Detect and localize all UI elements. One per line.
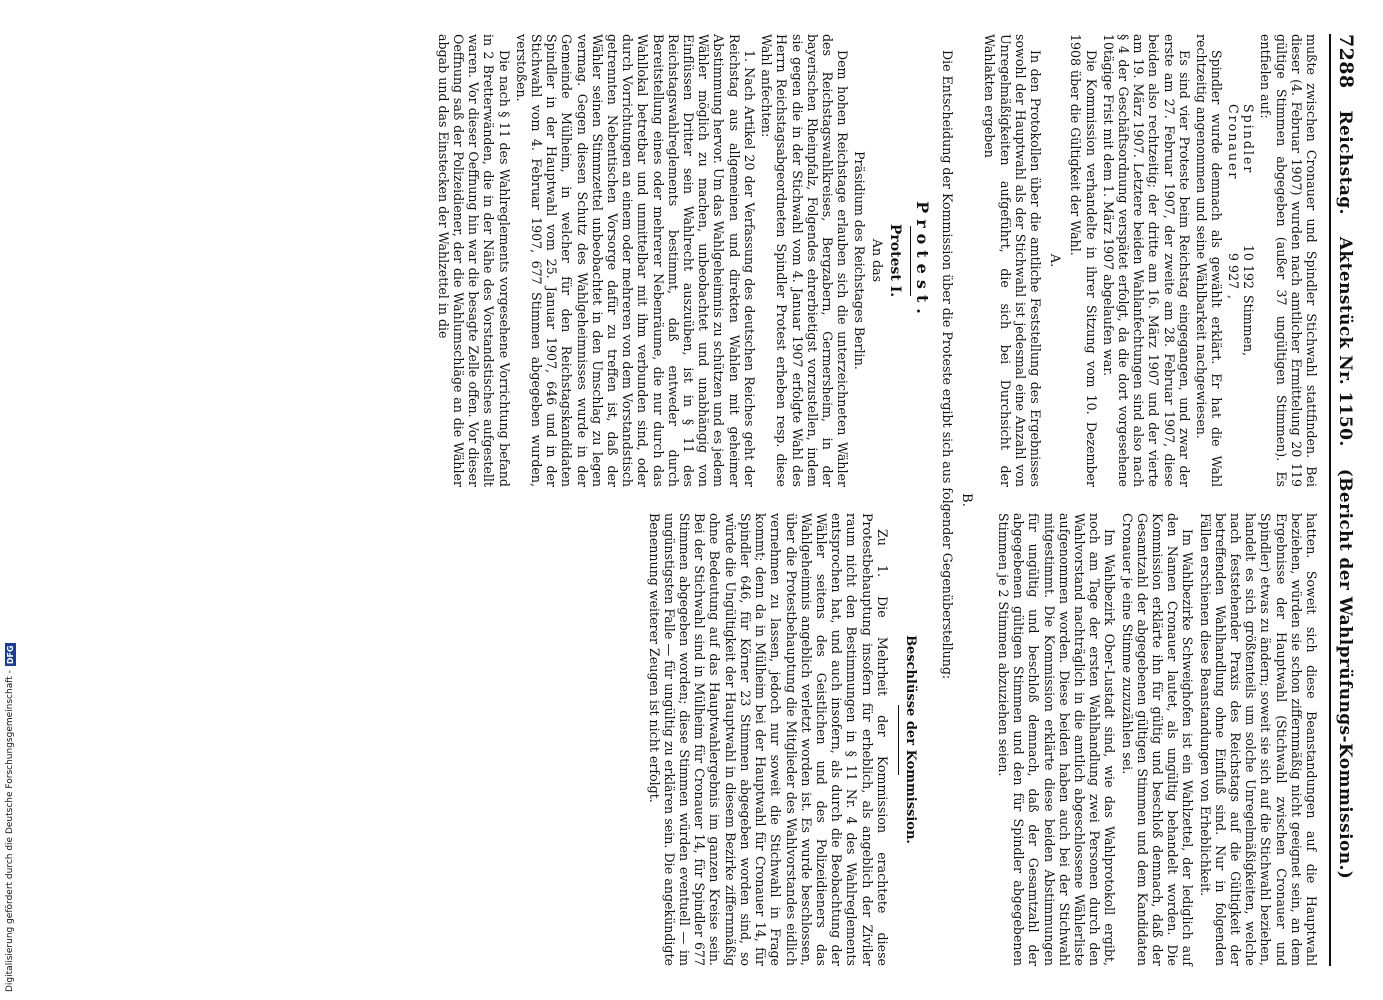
vote-count: 9 927 (1226, 252, 1242, 289)
section-b-intro: Die Entscheidung der Kommission über die Proteste ergibt sich aus folgender Gegenüberstellung: (940, 50, 956, 680)
decisions-column (644, 513, 933, 966)
decisions-heading: Beschlüsse der Kommission. (902, 635, 918, 844)
protest-table (434, 34, 934, 966)
protest-title: Protest I. (886, 223, 903, 298)
institution-name: Reichstag. (1335, 110, 1355, 215)
divider (898, 705, 899, 775)
protest-heading: Protest. (912, 201, 932, 320)
divider (910, 226, 911, 296)
candidate-name: Cronauer (1226, 104, 1242, 181)
top-columns (980, 34, 1319, 966)
dfg-logo: DFG (6, 645, 15, 665)
document-number: Aktenstück Nr. 1150. (1335, 236, 1355, 447)
addressee-line: Präsidium des Reichstages Berlin. (852, 151, 868, 370)
protest-column (434, 34, 934, 487)
page-number: 7288 (1335, 34, 1357, 89)
page-header (1329, 34, 1357, 966)
section-letter-b: B. (959, 493, 975, 507)
paragraph: Im Wahlbezirke Schweighofen ist ein Wahlzettel, der lediglich auf den Namen Cronauer lautet, als ungültig behandelt worden. Die Kommission erklärte ihn für gültig und beschloß demnach, daß der Gesamtzahl der abgegebenen gültigen Stimmen und dem Kandidaten Cronauer je eine Stimme zuzuzählen sei. (1119, 513, 1196, 966)
section-title: (Bericht der Wahlprüfungs-Kommission.) (1335, 468, 1355, 880)
paragraph: mußte zwischen Cronauer und Spindler Stichwahl stattfinden. Bei dieser (4. Februar 1907) wurden nach amtlicher Ermittelung 20 119 gültige Stimmen abgegeben (außer 37 ungültigen Stimmen). Es entfielen auf: (1258, 34, 1319, 487)
vote-row (1241, 104, 1256, 487)
vote-row (1226, 104, 1241, 487)
vote-results (1226, 104, 1256, 487)
digitization-text: Digitalisierung gefördert durch die Deutsche Forschungsgemeinschaft - (5, 670, 15, 992)
paragraph: Die Kommission verhandelte in ihrer Sitzung vom 10. Dezember 1908 über die Gültigkeit der Wahl. (1068, 34, 1099, 487)
right-column (994, 513, 1319, 966)
section-letter-a: A. (1047, 253, 1063, 268)
paragraph: hatten. Soweit sich diese Beanstandungen auf die Hauptwahl beziehen, würden sie schon ziffernmäßig nicht geeignet sein, an dem Ergebnisse der Hauptwahl (Stichwahl zwischen Cronauer und Spindler) etwas zu ändern; soweit sie sich auf die Stichwahl beziehen, handelt es sich größtenteils um solche Unregelmäßigkeiten, welche nach feststehender Praxis des Reichstags auf die Gültigkeit der betreffenden Wahlhandlung ohne Einfluß sind. Nur in folgenden Fällen erschienen diese Beanstandungen von Erheblichkeit. (1197, 513, 1319, 966)
paragraph: In den Protokollen über die amtliche Feststellung des Ergebnisses sowohl der Hauptwahl als der Stichwahl ist jedesmal eine Anzahl von Unregelmäßigkeiten aufgeführt, die sich bei Durchsicht der Wahlakten ergeben (982, 34, 1043, 487)
paragraph: Es sind vier Proteste beim Reichstag eingegangen, und zwar der erste am 27. Februar 1907, der zweite am 28. Februar 1907, diese beiden also rechtzeitig; der dritte am 16. März 1907 und der vierte am 19. März 1907. Letztere beiden Wahlanfechtungen sind also nach § 4 der Geschäftsordnung verspätet erfolgt, da die dort vorgesehene 10tägige Frist mit dem 1. März 1907 abgelaufen war. (1100, 34, 1192, 487)
paragraph: Dem hohen Reichstage erlauben sich die unterzeichneten Wähler des Reichstagswahlkreises, Bergzabern, Germersheim, in der bayerischen Rheinpfalz, Folgendes ehrerbietigst vorzustellen, indem sie gegen die in der Stichwahl vom 4. Januar 1907 erfolgte Wahl des Herrn Reichstagsabgeordneten Spindler Protest erheben resp. diese Wahl anfechten: (759, 34, 851, 487)
paragraph: Die nach § 11 des Wahlreglements vorgesehene Vorrichtung befand in 2 Bretterwänden, die in der Nähe des Vorstandstisches aufgestellt waren. Vor dieser Oeffnung hin war die besagte Zelle offen. Vor dieser Oeffnung saß der Polizeidiener, der die Wahlumschläge an die Wähler abgab und das Einstecken der Wahlzettel in die (435, 34, 512, 487)
paragraph: 1. Nach Artikel 20 der Verfassung des deutschen Reiches geht der Reichstag aus allgemeinen und direkten Wahlen mit geheimer Abstimmung hervor. Um das Wahlgeheimnis zu schützen und es jedem Wähler möglich zu machen, unbeobachtet und unabhängig von Einflüssen Dritter sein Wahlrecht auszuüben, ist in § 11 des Reichstagswahlreglements bestimmt, daß entweder durch Bereitstellung eines oder mehrerer Nebenräume, die nur durch das Wahllokal betretbar und unmittelbar mit ihm verbunden sind, oder durch Vorrichtungen an einem oder mehreren von dem Vorstandstisch getrennten Nebentischen Vorsorge dafür zu treffen ist, daß der Wähler seinen Stimmzettel unbeobachtet in den Umschlag zu legen vermag. Gegen diesen Schutz des Wahlgeheimnisses wurde in der Gemeinde Mülheim, in welcher für den Reichstagskandidaten Spindler in der Hauptwahl vom 25. Januar 1907, 646 und in der Stichwahl vom 4. Februar 1907, 677 Stimmen abgegeben wurden, verstoßen. (513, 34, 757, 487)
paragraph: Zu 1. Die Mehrheit der Kommission erachtete diese Protestbehauptung insofern für erheblich, als angeblich der Ziviler raum nicht den Bestimmungen in § 11 Nr. 4 des Wahlreglements entsprochen hat, und auch insofern, als durch die Beobachtung der Wähler seitens des Geistlichen und des Polizeidieners das Wahlgeheimnis angeblich verletzt worden ist. Es wurde beschlossen, über die Protestbehauptung die Mitglieder des Wahlvorstandes eidlich vernehmen zu lassen, jedoch nur soweit die Stichwahl in Frage kommt; denn da in Mülheim bei der Hauptwahl für Cronauer 14, für Spindler 646, für Körner 23 Stimmen abgegeben worden sind, so würde die Ungültigkeit der Hauptwahl in diesem Bezirke ziffernmäßig ohne Bedeutung auf das Hauptwahlergebnis im ganzen Kreise sein. Bei der Stichwahl sind in Mülheim für Cronauer 14, für Spindler 677 Stimmen abgegeben worden; diese Stimmen würden eventuell — im ungünstigsten Falle — für ungültig zu erklären sein. Die angekündigte Benennung weiterer Zeugen ist nicht erfolgt. (646, 513, 890, 966)
left-column (980, 34, 1319, 487)
digitization-note (4, 602, 17, 992)
vote-unit: Stimmen, (1241, 295, 1257, 357)
candidate-name: Spindler (1241, 104, 1257, 175)
addressee-line: An das (869, 238, 885, 283)
vote-unit: , (1226, 295, 1242, 300)
paragraph: Im Wahlbezirk Ober-Lustadt sind, wie das Wahlprotokoll ergibt, noch am Tage der ersten Wahlhandlung zwei Personen durch den Wahlvorstand nachträglich in die amtlich abgeschlossene Wählerliste aufgenommen worden. Diese beiden haben auch bei der Stichwahl mitgestimmt. Die Kommission erklärte diese beiden Abstimmungen für ungültig und beschloß demnach, daß der Gesamtzahl der abgegebenen gültigen Stimmen und den für Spindler abgegebenen Stimmen je 2 Stimmen abzuziehen seien. (995, 513, 1118, 966)
vote-count: 10 192 (1241, 244, 1257, 289)
paragraph: Spindler wurde demnach als gewählt erklärt. Er hat die Wahl rechtzeitig angenommen und seine Wählbarkeit nachgewiesen. (1193, 34, 1225, 487)
